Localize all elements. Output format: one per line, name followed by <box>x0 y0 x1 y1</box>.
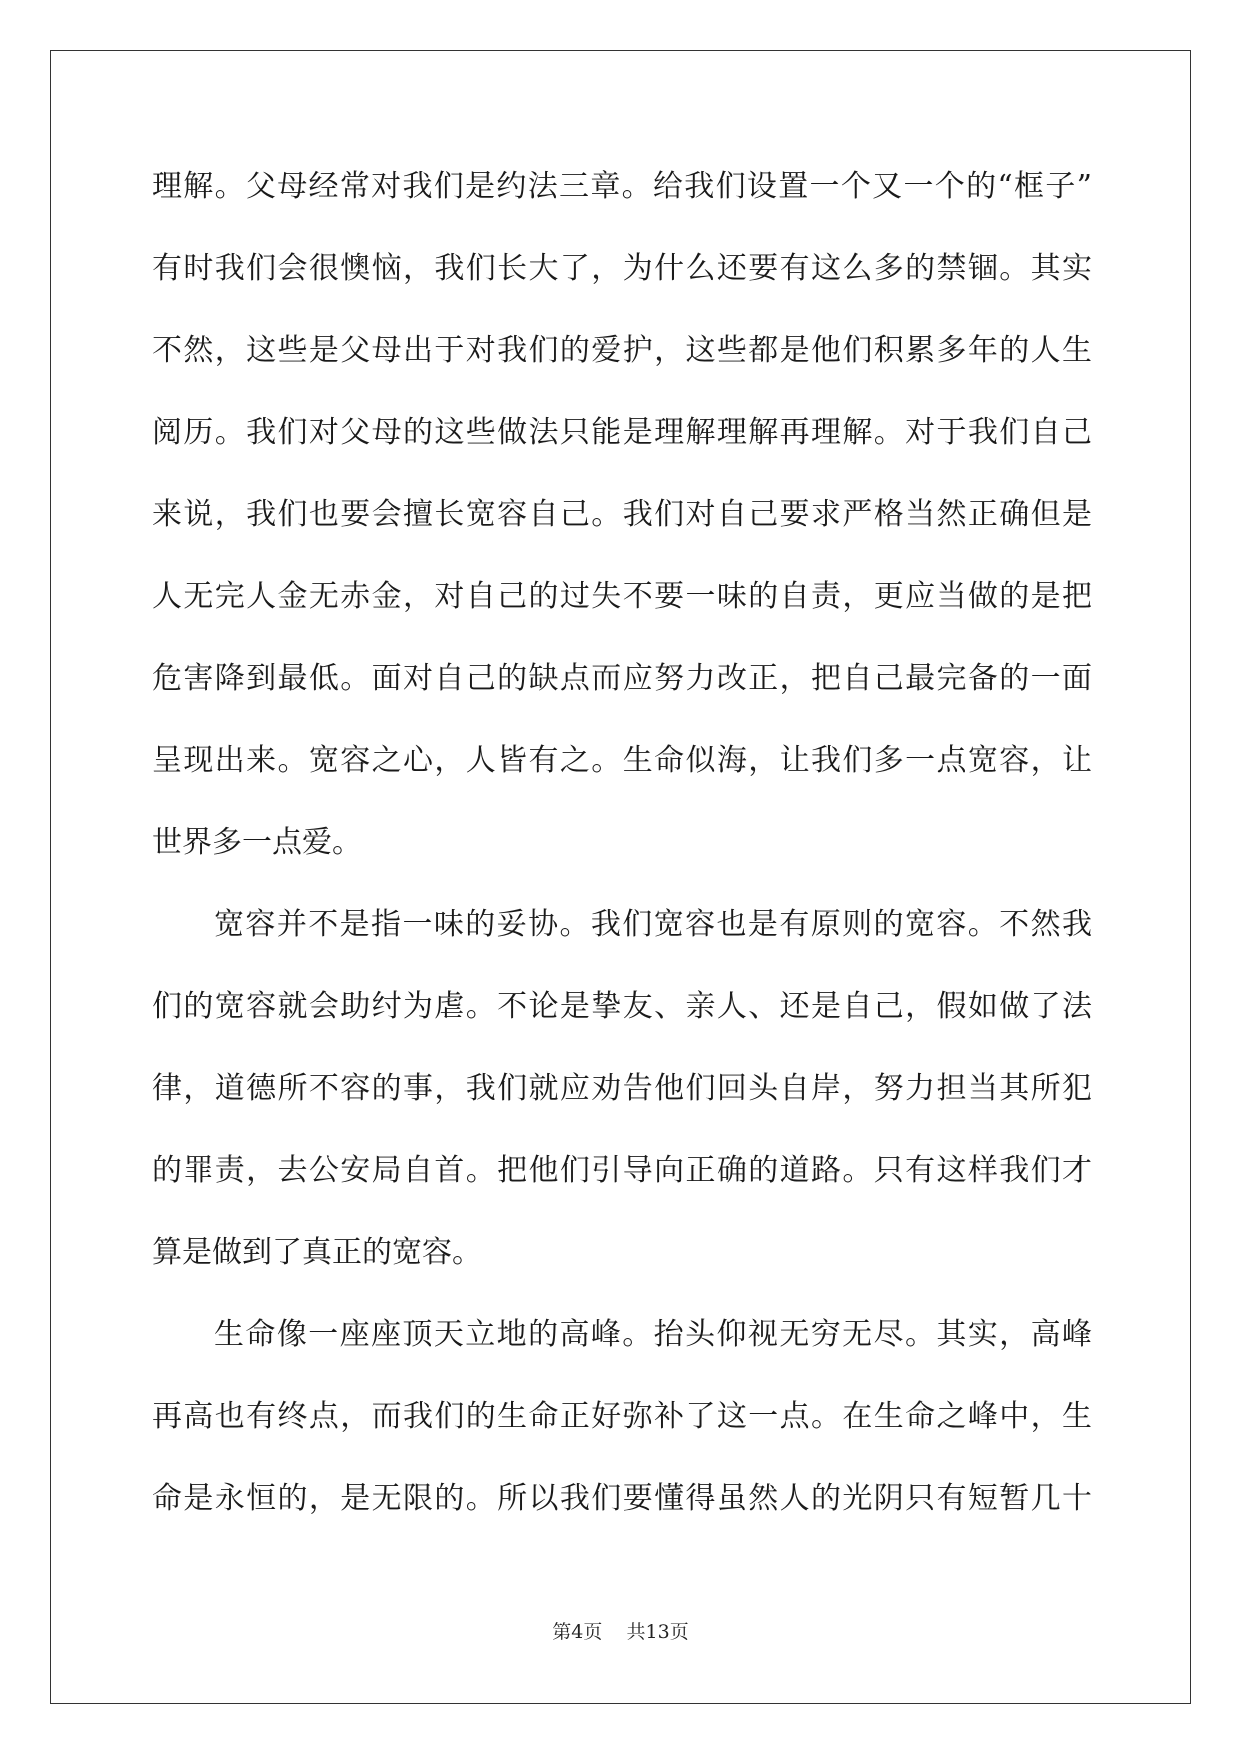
text-line: 命是永恒的，是无限的。所以我们要懂得虽然人的光阴只有短暂几十 <box>152 1481 1092 1516</box>
text-line: 的罪责，去公安局自首。把他们引导向正确的道路。只有这样我们才 <box>152 1153 1092 1188</box>
paragraph-first-line: 生命像一座座顶天立地的高峰。抬头仰视无穷无尽。其实，高峰 <box>214 1317 1092 1352</box>
text-line: 不然，这些是父母出于对我们的爱护，这些都是他们积累多年的人生 <box>152 333 1092 368</box>
document-body <box>152 146 1092 1540</box>
text-line: 律，道德所不容的事，我们就应劝告他们回头自岸，努力担当其所犯 <box>152 1071 1092 1106</box>
text-line: 们的宽容就会助纣为虐。不论是挚友、亲人、还是自己，假如做了法 <box>152 989 1092 1024</box>
page-footer <box>0 1617 1241 1644</box>
text-line: 有时我们会很懊恼，我们长大了，为什么还要有这么多的禁锢。其实 <box>152 251 1092 286</box>
text-line: 阅历。我们对父母的这些做法只能是理解理解再理解。对于我们自己 <box>152 415 1092 450</box>
text-line: 再高也有终点，而我们的生命正好弥补了这一点。在生命之峰中，生 <box>152 1399 1092 1434</box>
text-line: 算是做到了真正的宽容。 <box>152 1235 482 1270</box>
page-total: 共13页 <box>626 1621 689 1643</box>
text-line: 来说，我们也要会擅长宽容自己。我们对自己要求严格当然正确但是 <box>152 497 1092 532</box>
text-line: 理解。父母经常对我们是约法三章。给我们设置一个又一个的“框子” <box>152 169 1092 204</box>
page-number: 第4页 <box>552 1621 603 1643</box>
text-line: 危害降到最低。面对自己的缺点而应努力改正，把自己最完备的一面 <box>152 661 1092 696</box>
text-line: 人无完人金无赤金，对自己的过失不要一味的自责，更应当做的是把 <box>152 579 1092 614</box>
paragraph-first-line: 宽容并不是指一味的妥协。我们宽容也是有原则的宽容。不然我 <box>214 907 1092 942</box>
text-line: 世界多一点爱。 <box>152 825 362 860</box>
text-line: 呈现出来。宽容之心，人皆有之。生命似海，让我们多一点宽容，让 <box>152 743 1092 778</box>
